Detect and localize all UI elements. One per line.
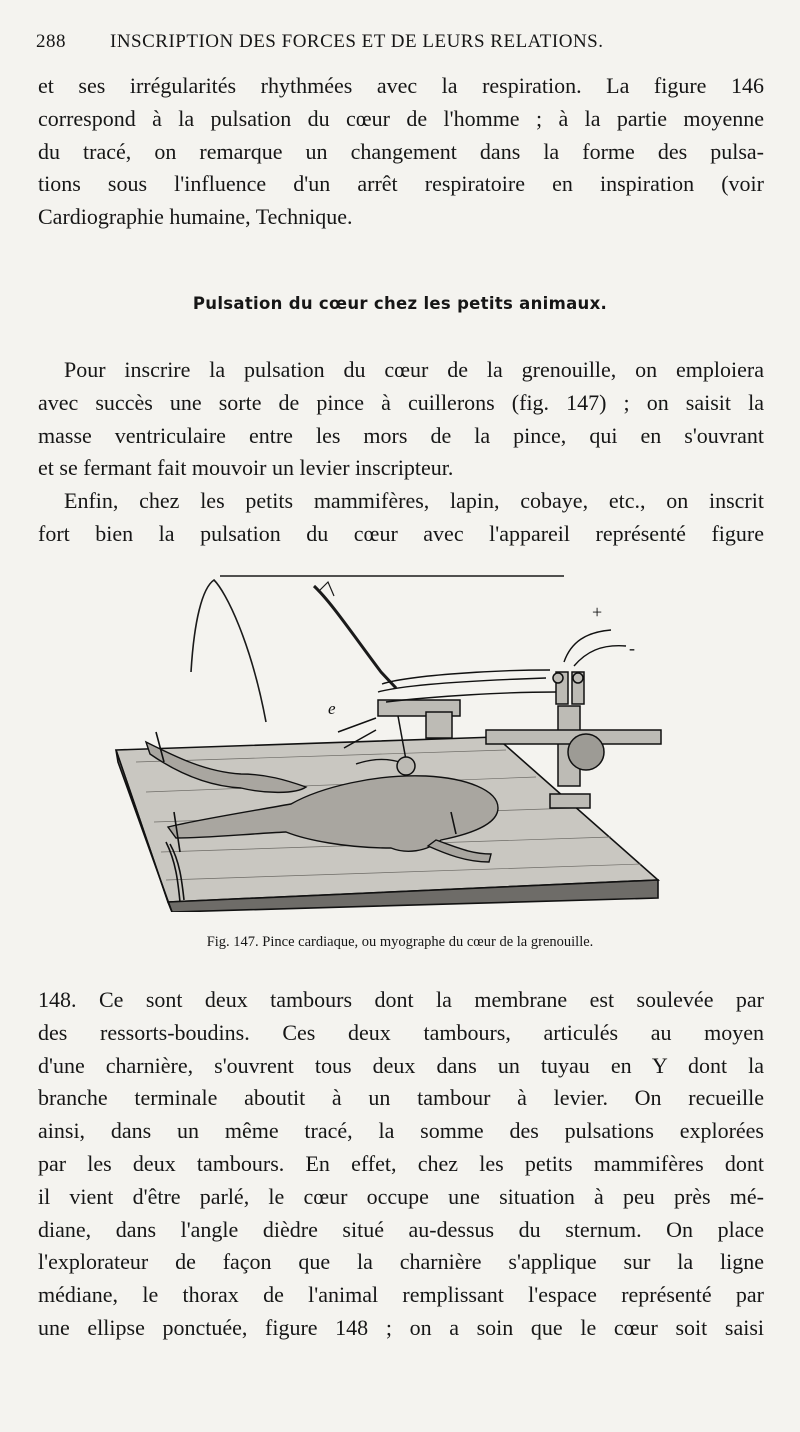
text-line: des ressorts-boudins. Ces deux tambours, articulés au moyen xyxy=(38,1019,764,1045)
text-line: avec succès une sorte de pince à cuillerons (fig. 147) ; on saisit la xyxy=(38,389,764,415)
section-title: Pulsation du cœur chez les petits animaux. xyxy=(192,294,608,313)
text-line: l'explorateur de façon que la charnière s'applique sur la ligne xyxy=(38,1249,764,1275)
text-line: médiane, le thorax de l'animal remplissant l'espace représenté par xyxy=(38,1282,764,1308)
text-line: ainsi, dans un même tracé, la somme des pulsations explorées xyxy=(38,1118,764,1144)
paragraph-4 xyxy=(38,984,764,1345)
text-line: d'une charnière, s'ouvrent tous deux dans un tuyau en Y dont la xyxy=(38,1052,764,1078)
figure-147 xyxy=(106,562,666,912)
label-minus: - xyxy=(629,638,635,658)
text-line: il vient d'être parlé, le cœur occupe une situation à peu près mé- xyxy=(38,1183,764,1209)
text-line: et se fermant fait mouvoir un levier inscripteur. xyxy=(38,455,454,481)
text-line: fort bien la pulsation du cœur avec l'appareil représenté figure xyxy=(38,520,764,546)
electrode-coils xyxy=(378,630,626,702)
frog-heart-clamp-illustration xyxy=(106,562,666,912)
text-line: et ses irrégularités rhythmées avec la respiration. La figure 146 xyxy=(38,73,764,98)
text-line: diane, dans l'angle dièdre situé au-dessus du sternum. On place xyxy=(38,1216,764,1242)
paragraph-2 xyxy=(38,354,764,485)
text-line: branche terminale aboutit à un tambour à levier. On recueille xyxy=(38,1085,764,1111)
text-line: une ellipse ponctuée, figure 148 ; on a soin que le cœur soit saisi xyxy=(38,1314,764,1340)
label-plus: + xyxy=(592,602,603,622)
text-line: par les deux tambours. En effet, chez les petits mammifères dont xyxy=(38,1150,764,1176)
text-line: correspond à la pulsation du cœur de l'homme ; à la partie moyenne xyxy=(38,105,764,131)
running-title: INSCRIPTION DES FORCES ET DE LEURS RELATIONS. xyxy=(110,31,604,52)
figure-caption: Fig. 147. Pince cardiaque, ou myographe du cœur de la grenouille. xyxy=(206,934,594,950)
text-line: du tracé, on remarque un changement dans la forme des pulsa- xyxy=(38,138,764,164)
label-e: e xyxy=(328,699,336,718)
text-line: 148. Ce sont deux tambours dont la membrane est soulevée par xyxy=(38,987,764,1012)
paragraph-3 xyxy=(38,485,764,551)
text-line: Pour inscrire la pulsation du cœur de la grenouille, on emploiera xyxy=(64,357,764,382)
page-number: 288 xyxy=(36,31,66,52)
paragraph-1 xyxy=(38,70,764,234)
text-line: Cardiographie humaine, Technique. xyxy=(38,204,353,230)
text-line: masse ventriculaire entre les mors de la pince, qui en s'ouvrant xyxy=(38,422,764,448)
text-line: Enfin, chez les petits mammifères, lapin, cobaye, etc., on inscrit xyxy=(64,488,764,513)
text-line: tions sous l'influence d'un arrêt respiratoire en inspiration (voir xyxy=(38,171,764,197)
